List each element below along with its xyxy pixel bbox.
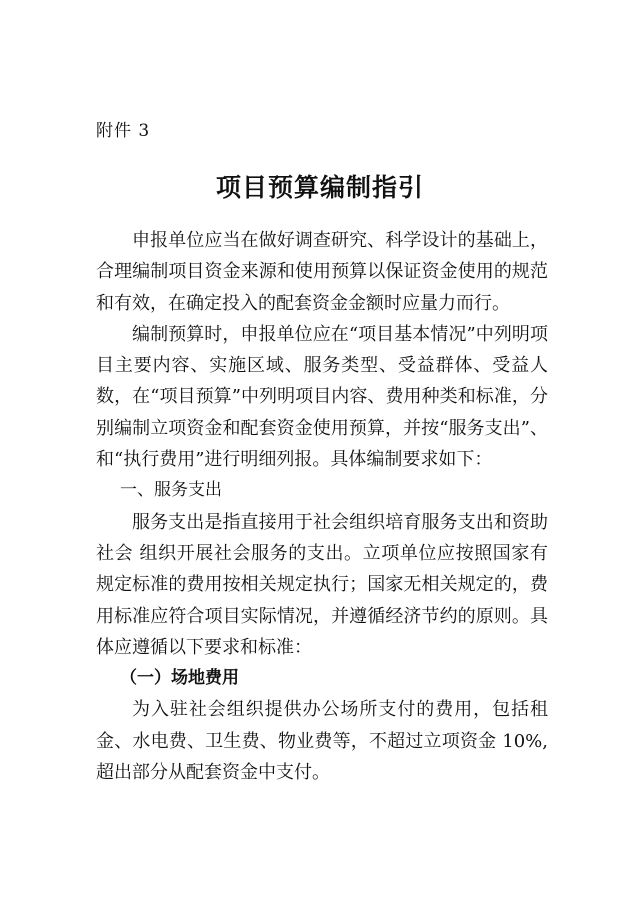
- paragraph-service-expenditure: 服务支出是指直接用于社会组织培育服务支出和资助社会 组织开展社会服务的支出。立项单位应按照国家有规定标准的费用按相关规定执行；国家无相关规定的，费用标准应符合项目实际情况，并遵循经济节约的原则。具体应遵循以下要求和标准：: [96, 511, 548, 658]
- subsection-heading-venue-fees: （一）场地费用: [120, 668, 239, 689]
- attachment-label: 附件 3: [96, 121, 151, 141]
- section-heading-service-expenditure: 一、服务支出: [120, 480, 222, 501]
- document-title: 项目预算编制指引: [215, 173, 424, 202]
- paragraph-intro: 申报单位应当在做好调查研究、科学设计的基础上，合理编制项目资金来源和使用预算以保证资金使用的规范和有效，在确定投入的配套资金金额时应量力而行。: [96, 230, 548, 314]
- document-body: [96, 225, 548, 788]
- paragraph-venue-fees: 为入驻社会组织提供办公场所支付的费用，包括租金、水电费、卫生费、物业费等，不超过立项资金 10%,超出部分从配套资金中支付。: [96, 699, 548, 784]
- paragraph-budget-requirements: 编制预算时，申报单位应在“项目基本情况”中列明项目主要内容、实施区域、服务类型、受益群体、受益人数，在“项目预算”中列明项目内容、费用种类和标准，分别编制立项资金和配套资金使用预算，并按“服务支出”、和“执行费用”进行明细列报。具体编制要求如下：: [96, 323, 548, 471]
